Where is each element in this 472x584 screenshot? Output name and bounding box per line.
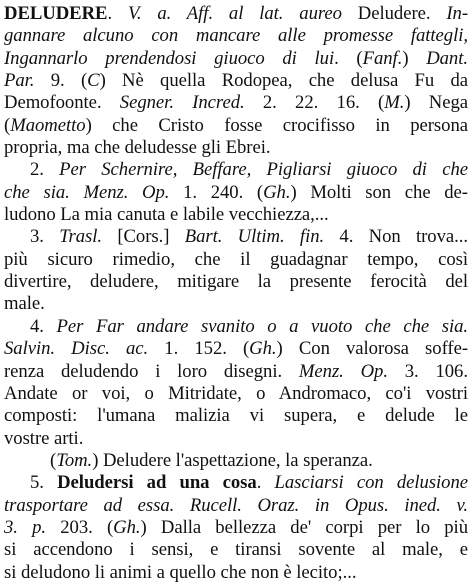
text-run: Andate or voi, o Mitridate, o Andromaco, co'i vostri xyxy=(4,382,468,404)
italic-text: Fanf. xyxy=(362,47,403,69)
italic-text: Tom. xyxy=(56,449,93,471)
italic-text: Per Schernire, Beffare, Pigliarsi giuoco di che xyxy=(59,159,468,181)
entry-line xyxy=(4,25,468,47)
text-run: 203. ( xyxy=(46,516,114,538)
text-run: 5. xyxy=(30,472,58,494)
entry-line xyxy=(4,316,468,338)
entry-line xyxy=(4,249,468,271)
italic-text: In- xyxy=(446,3,468,24)
italic-text: Salvin. Disc. ac. xyxy=(4,338,149,360)
entry-line xyxy=(4,137,468,159)
text-run: 1. 240. ( xyxy=(169,181,264,203)
text-run: ) Con valorosa soffe- xyxy=(276,338,468,360)
italic-text: Maometto xyxy=(10,114,86,136)
entry-line xyxy=(4,48,468,70)
entry-line xyxy=(4,361,468,383)
text-run: divertire, deludere, mitigare la presente ferocità del xyxy=(4,271,468,293)
entry-line xyxy=(4,115,468,137)
entry-line xyxy=(4,472,468,494)
text-run: male. xyxy=(4,293,45,315)
text-run: più sicuro rimedio, che il guadagnar tempo, così xyxy=(4,248,468,270)
italic-text: Gh. xyxy=(263,181,291,203)
text-run: ) Deludere l'aspettazione, la speranza. xyxy=(92,449,373,471)
italic-text: C xyxy=(87,70,100,92)
italic-text: Ingannarlo prendendosi giuoco di lui xyxy=(4,47,335,69)
text-run: 3. xyxy=(30,226,60,248)
italic-text: Gh. xyxy=(249,338,277,360)
text-run: propria, ma che deludesse gli Ebrei. xyxy=(4,137,271,159)
italic-text: Lasciarsi con delusione xyxy=(274,472,468,494)
entry-line xyxy=(4,405,468,427)
text-run: si accendono i sensi, e tiransi sovente al male, e xyxy=(4,539,468,561)
entry-line xyxy=(4,226,468,248)
entry-line xyxy=(4,3,468,25)
entry-line xyxy=(4,70,468,92)
entry-line xyxy=(4,383,468,405)
text-run: ) Molti son che de- xyxy=(290,181,468,203)
italic-text: gannare alcuno con mancare alle promesse fattegli, xyxy=(4,25,468,47)
text-run: ( xyxy=(50,449,57,471)
entry-line xyxy=(4,338,468,360)
text-run: 4. xyxy=(30,315,57,337)
italic-text: V. a. Aff. al lat. aureo xyxy=(127,3,342,24)
italic-text: Menz. Op. xyxy=(298,360,388,382)
italic-text: Dant. xyxy=(426,47,468,69)
text-run: . xyxy=(256,472,275,494)
text-run: renza deludendo i loro disegni. xyxy=(4,360,299,382)
text-run: Deludere. xyxy=(341,3,447,24)
text-run: ) Nè quella Rodopea, che delusa Fu da xyxy=(99,70,468,92)
entry-line xyxy=(4,159,468,181)
italic-text: Gh. xyxy=(113,516,141,538)
text-run: [Cors.] xyxy=(102,226,185,248)
text-run: 9. ( xyxy=(34,70,88,92)
text-run: si deludono li animi a quello che non è lecito;... xyxy=(4,561,357,583)
entry-line xyxy=(4,495,468,517)
entry-line xyxy=(4,517,468,539)
italic-text: 3. p. xyxy=(4,516,47,538)
text-run: ( xyxy=(4,114,11,136)
entry-line xyxy=(4,562,468,584)
bold-text: DELUDERE xyxy=(4,3,108,24)
text-run: 2. xyxy=(30,159,60,181)
italic-text: trasportare ad essa. Rucell. Oraz. in Opus. ined. v. xyxy=(4,494,468,516)
italic-text: che sia. Menz. Op. xyxy=(4,181,170,203)
italic-text: Segner. Incred. xyxy=(119,92,245,114)
text-run: 1. 152. ( xyxy=(148,338,250,360)
entry-line xyxy=(4,92,468,114)
text-run: ) Nega xyxy=(404,92,468,114)
bold-text: Deludersi ad una cosa xyxy=(57,472,257,494)
text-run: . xyxy=(107,3,128,24)
entry-text xyxy=(4,3,468,584)
entry-line xyxy=(4,293,468,315)
text-run: ) che Cristo fosse crocifisso in persona xyxy=(85,114,468,136)
italic-text: M. xyxy=(384,92,405,114)
text-run: Demofoonte. xyxy=(4,92,120,114)
entry-line xyxy=(4,450,468,472)
text-run: ludono La mia canuta e labile vecchiezza,... xyxy=(4,204,329,226)
text-run: ) Dalla bellezza de' corpi per lo più xyxy=(140,516,468,538)
italic-text: Per Far andare svanito o a vuoto che che sia. xyxy=(56,315,468,337)
entry-line xyxy=(4,182,468,204)
entry-line xyxy=(4,271,468,293)
italic-text: Bart. Ultim. fin. xyxy=(184,226,325,248)
text-run: 2. 22. 16. ( xyxy=(244,92,385,114)
text-run: 4. Non trova... xyxy=(324,226,468,248)
entry-line xyxy=(4,428,468,450)
text-run: vostre arti. xyxy=(4,427,84,449)
text-run: 3. 106. xyxy=(387,360,468,382)
italic-text: Par. xyxy=(4,70,35,92)
entry-line xyxy=(4,204,468,226)
entry-line xyxy=(4,539,468,561)
italic-text: Trasl. xyxy=(59,226,103,248)
text-run: composti: l'umana malizia vi supera, e delude le xyxy=(4,405,468,427)
text-run: . ( xyxy=(334,47,363,69)
text-run: ) xyxy=(402,47,427,69)
